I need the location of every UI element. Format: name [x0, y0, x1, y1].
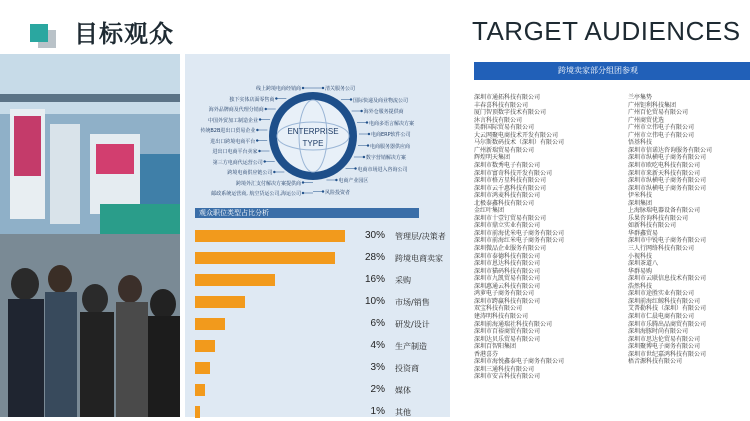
chart-bar: [195, 252, 335, 264]
diagram-dot: [350, 99, 352, 101]
company-item-right: 深圳市纵横电子商务有限公司: [628, 154, 707, 162]
diagram-dot: [368, 133, 370, 135]
company-item-right: 如新科技有限公司: [628, 222, 677, 230]
chart-category-label: 其他: [395, 408, 411, 417]
company-item-left: 沐言科技有限公司: [474, 116, 523, 124]
chart-bar: [195, 340, 215, 352]
company-item-left: 大云网聚电商技术开发有限公司: [474, 131, 559, 139]
diagram-dot: [259, 119, 261, 121]
chart-row: [195, 296, 445, 308]
company-item-left: 金红叶集团: [474, 207, 505, 215]
company-item-right: 华群鑫贸易: [628, 229, 659, 237]
diagram-label-right-4: 电商ERP软件公司: [370, 132, 411, 138]
chart-value-label: 28%: [364, 252, 385, 263]
company-item-left: 辉煌明天集团: [474, 154, 511, 162]
chart-bar: [195, 274, 275, 286]
company-item-left: 深圳市安吉科技有限公司: [474, 373, 541, 381]
company-item-right: 深圳市云联信息技术有限公司: [628, 275, 707, 283]
enterprise-type-diagram: [185, 54, 450, 204]
chart-value-label: 1%: [370, 406, 385, 417]
chart-value-label: 10%: [364, 296, 385, 307]
chart-category-label: 采购: [395, 276, 411, 285]
company-item-right: 深圳聚博电子商务有限公司: [628, 343, 701, 351]
company-item-left: 深圳前海通瑞社科技有限公司: [474, 320, 553, 328]
chart-row: [195, 252, 445, 264]
diagram-label-right-1: 国际快递及商业物流公司: [352, 97, 408, 104]
chart-category-label: 媒体: [395, 386, 411, 395]
diagram-dot: [275, 98, 277, 100]
diagram-label-right-8: 电商产业园区: [338, 178, 369, 184]
group-visit-header: 跨境卖家部分组团参观: [474, 62, 750, 80]
chart-row: [195, 406, 445, 418]
company-item-right: 广州商贸优选: [628, 116, 665, 124]
company-item-right: 深圳集团: [628, 199, 653, 207]
company-item-left: 深圳市云千惠科技有限公司: [474, 184, 547, 192]
diagram-label-left-0: 线上跨境电商经销商: [255, 86, 301, 92]
chart-bar: [195, 384, 205, 396]
chart-row: [195, 230, 445, 242]
company-item-left: 深圳市格方星科技有限公司: [474, 177, 547, 185]
company-item-left: 深圳市前海优米电子商务有限公司: [474, 229, 565, 237]
company-item-left: 深圳市百裕商贸有限公司: [474, 328, 541, 336]
company-item-left: 深圳市海悦鑫泰电子商务有限公司: [474, 358, 565, 366]
company-item-right: 艾普勒科技（深圳）有限公司: [628, 305, 707, 313]
chart-category-label: 投资商: [395, 364, 419, 373]
company-item-left: 深圳市鼎立实业有限公司: [474, 222, 541, 230]
diagram-dot: [256, 140, 258, 142]
company-item-right: 深圳市思达伦贸易有限公司: [628, 335, 701, 343]
diagram-label-right-3: 电商多语言解决方案: [368, 120, 414, 127]
company-item-right: 深圳海豚时尚有限公司: [628, 328, 689, 336]
company-item-right: 深圳市纵横电子商务有限公司: [628, 184, 707, 192]
diagram-label-left-5: 进出口跨境电商平台: [210, 138, 256, 145]
chart-category-label: 市场/销售: [395, 298, 430, 307]
company-item-left: 深圳市鸿麦科技有限公司: [474, 192, 541, 200]
company-item-left: 深圳市泰德科技有限公司: [474, 252, 541, 260]
diagram-dot: [363, 156, 365, 158]
company-item-left: 深圳市十壹钉贸易有限公司: [474, 214, 547, 222]
chart-value-label: 4%: [370, 340, 385, 351]
chart-bar: [195, 296, 245, 308]
chart-row: [195, 340, 445, 352]
company-item-right: 深圳市欧吃电科技有限公司: [628, 161, 701, 169]
diagram-label-right-5: 电商服务器供应商: [370, 143, 411, 150]
chart-category-label: 研发/设计: [395, 320, 430, 329]
company-item-right: 上海脉瑞电器设备有限公司: [628, 207, 701, 215]
company-item-right: 浩然科技: [628, 282, 653, 290]
audience-analysis-panel: [185, 54, 450, 417]
company-item-left: 建涛明科技有限公司: [474, 312, 529, 320]
company-item-right: 三人行网络科技有限公司: [628, 245, 695, 252]
diagram-label-left-9: 跨境外汇支付解决方案提供商: [235, 180, 301, 187]
company-item-left: 深圳市猫码科技有限公司: [474, 267, 541, 275]
company-item-right: 兰亭集势: [628, 94, 653, 101]
company-item-left: 深圳百智阳集团: [474, 343, 517, 351]
brand-logo: [28, 22, 66, 50]
diagram-label-right-2: 海外仓服务提供商: [363, 109, 404, 115]
company-item-right: 深圳市来新天科技有限公司: [628, 169, 701, 177]
company-item-left: 深圳市通拓科技有限公司: [474, 94, 541, 101]
diagram-label-left-1: 独下实体店面零售商: [229, 96, 275, 103]
chart-title: 观众职位类型占比分析: [195, 208, 419, 218]
company-item-left: 深圳达贝乐贸易有限公司: [474, 335, 541, 343]
chart-value-label: 2%: [370, 384, 385, 395]
company-item-right: 深圳前海红鲸科技有限公司: [628, 297, 701, 305]
company-item-left: 深圳市恩达科技有限公司: [474, 260, 541, 268]
company-item-right: 深圳市仁晨电商有限公司: [628, 312, 695, 320]
chart-row: [195, 318, 445, 330]
diagram-dot: [355, 168, 357, 170]
chart-row: [195, 384, 445, 396]
page-title-cn: 目标观众: [74, 20, 174, 48]
chart-category-label: 管理层/决策者: [395, 232, 446, 241]
company-item-right: 伊米科技: [628, 192, 653, 200]
company-item-left: 双宝科技有限公司: [474, 305, 523, 313]
diagram-label-right-7: 电商市场进入咨询公司: [357, 166, 408, 173]
chart-row: [195, 274, 445, 286]
diagram-dot: [302, 182, 304, 184]
diagram-label-left-7: 第三方电商代运营公司: [212, 159, 263, 166]
diagram-label-left-3: 中国外贸加工制造企业: [208, 117, 259, 124]
chart-value-label: 3%: [370, 362, 385, 373]
company-item-right: 广州市立伟电子有限公司: [628, 124, 695, 132]
company-item-left: 深圳微品企业服务有限公司: [474, 245, 547, 252]
company-item-left: 美群国际贸易有限公司: [474, 124, 535, 132]
company-item-right: 深圳市途胜实业有限公司: [628, 290, 695, 298]
company-item-right: 悟基科技: [628, 139, 653, 147]
company-item-left: 厦门智顶数字技术有限公司: [474, 109, 547, 117]
company-item-right: 深圳市中锐电子商务有限公司: [628, 237, 707, 245]
chart-category-label: 跨境电商卖家: [395, 254, 443, 263]
chart-bar: [195, 362, 210, 374]
diagram-dot: [322, 191, 324, 193]
diagram-dot: [265, 108, 267, 110]
diagram-dot: [273, 171, 275, 173]
chart-bar: [195, 230, 345, 242]
company-item-left: 深圳市跨赢科技有限公司: [474, 297, 541, 305]
company-item-right: 广州市立伟电子有限公司: [628, 131, 695, 139]
company-item-right: 乐果咨询科技有限公司: [628, 214, 689, 222]
page-title-en: TARGET AUDIENCES: [472, 16, 741, 46]
chart-value-label: 30%: [364, 230, 385, 241]
chart-bar: [195, 406, 200, 418]
chart-value-label: 6%: [370, 318, 385, 329]
company-item-left: 深圳市数秀电子有限公司: [474, 161, 541, 169]
company-item-left: 丰春喜科技有限公司: [474, 101, 529, 109]
company-item-left: 北极泰鑫科技有限公司: [474, 199, 535, 207]
company-item-right: 广州钜利科技集团: [628, 101, 677, 109]
company-item-left: 广州新瑞贸易有限公司: [474, 146, 535, 154]
company-item-right: 深圳茶道八: [628, 260, 659, 268]
diagram-dot: [256, 129, 258, 131]
diagram-dot: [367, 145, 369, 147]
company-item-right: 华群易购: [628, 267, 653, 275]
diagram-center-line2: TYPE: [302, 139, 324, 148]
diagram-label-left-6: 进出口电商平台卖家: [212, 149, 258, 155]
diagram-center-line1: ENTERPRISE: [287, 127, 339, 136]
diagram-label-left-2: 海外品牌商及代理分销商: [208, 107, 264, 113]
company-item-left: 马尔斯数码技术（深圳）有限公司: [474, 139, 565, 147]
diagram-dot: [264, 161, 266, 163]
company-item-right: 广州百伦贸易有限公司: [628, 109, 689, 117]
diagram-label-left-10: 邮政系统运营商, 航空货运公司,海运公司: [211, 191, 301, 197]
company-item-left: 深圳市九凯贸易有限公司: [474, 275, 541, 283]
company-item-right: 深圳市信诺达咨询服务有限公司: [628, 146, 713, 154]
company-item-left: 香港喜芬: [474, 350, 499, 358]
company-item-right: 深圳市世纪嘉鸿科技有限公司: [628, 350, 707, 358]
diagram-dot: [302, 87, 304, 89]
company-item-right: 小视科技: [628, 252, 653, 260]
company-item-right: 深圳市纵横电子商务有限公司: [628, 177, 707, 185]
diagram-dot: [361, 110, 363, 112]
chart-category-label: 生产制造: [395, 342, 427, 351]
diagram-label-right-9: 风险投资者: [325, 189, 351, 196]
diagram-dot: [322, 87, 324, 89]
diagram-dot: [335, 179, 337, 181]
chart-bar: [195, 318, 225, 330]
company-item-left: 深圳市富奇科技开发有限公司: [474, 169, 553, 177]
diagram-dot: [302, 192, 304, 194]
company-item-left: 深圳三通科技有限公司: [474, 365, 535, 373]
company-item-right: 梧音源科技有限公司: [628, 358, 683, 366]
exhibition-hall-photo: [0, 54, 180, 417]
diagram-label-right-0: 清关服务公司: [325, 86, 356, 92]
company-item-right: 深圳市乐腾出品商贸有限公司: [628, 320, 707, 328]
diagram-label-left-8: 跨境电商供应链公司: [227, 170, 273, 176]
company-item-left: 鸿萝电子商务有限公司: [474, 290, 535, 298]
diagram-label-right-6: 数字营销解决方案: [365, 155, 406, 161]
diagram-dot: [259, 150, 261, 152]
diagram-dot: [366, 122, 368, 124]
chart-row: [195, 362, 445, 374]
diagram-label-left-4: 传统B2B进出口贸易企业: [200, 128, 256, 134]
company-item-left: 深圳市前海红米电子商务有限公司: [474, 237, 565, 245]
chart-value-label: 16%: [364, 274, 385, 285]
company-item-left: 深圳惠通云科技有限公司: [474, 282, 541, 290]
